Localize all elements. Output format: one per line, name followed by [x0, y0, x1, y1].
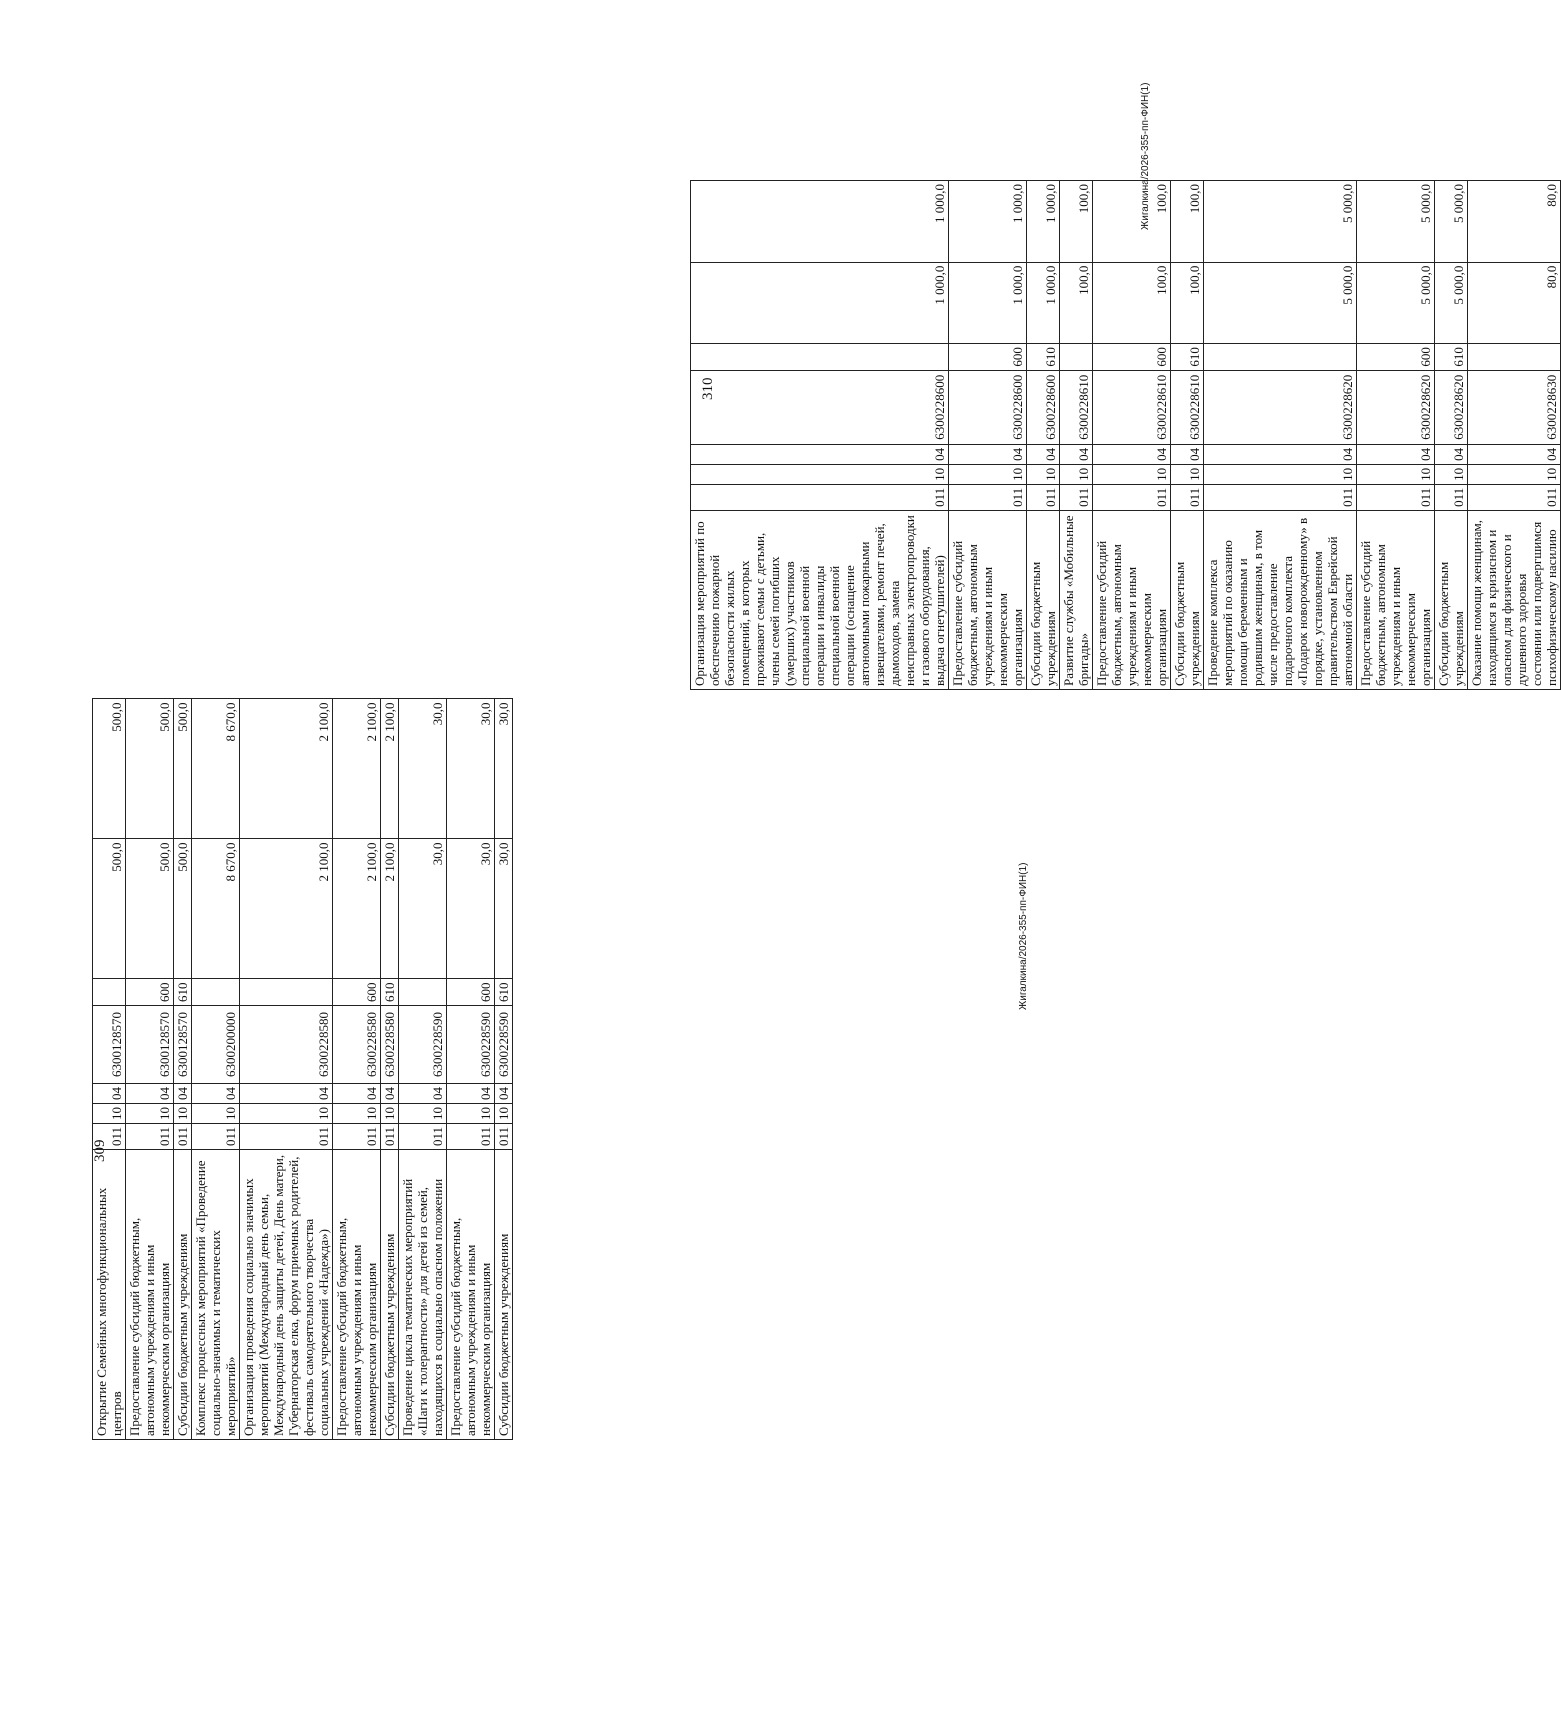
row-code-csr: 6300228610 [1171, 370, 1204, 444]
row-code-gr: 011 [1468, 484, 1561, 510]
page-number-309: 309 [92, 1139, 108, 1162]
row-code-csr: 6300228600 [949, 370, 1027, 444]
row-amount-2: 2 100,0 [381, 699, 399, 839]
row-amount-2: 30,0 [399, 699, 447, 839]
row-amount-1: 500,0 [174, 839, 192, 979]
table-row [333, 699, 381, 1440]
row-code-gr: 011 [1357, 484, 1435, 510]
row-code-gr: 011 [399, 1123, 447, 1149]
table-row [1204, 181, 1357, 690]
row-code-pr: 04 [1093, 444, 1171, 464]
row-code-pr: 04 [1357, 444, 1435, 464]
row-amount-1: 8 670,0 [192, 839, 240, 979]
row-amount-1: 100,0 [1060, 262, 1093, 344]
table-row [1435, 181, 1468, 690]
row-amount-2: 1 000,0 [1027, 181, 1060, 263]
row-code-vr [399, 979, 447, 1006]
row-amount-1: 2 100,0 [240, 839, 333, 979]
row-amount-1: 2 100,0 [333, 839, 381, 979]
row-code-gr: 011 [126, 1123, 174, 1149]
row-code-csr: 6300228600 [691, 370, 949, 444]
row-amount-2: 30,0 [447, 699, 495, 839]
row-amount-2: 500,0 [126, 699, 174, 839]
row-amount-2: 500,0 [174, 699, 192, 839]
table-row [93, 699, 126, 1440]
row-code-vr: 600 [1093, 344, 1171, 371]
row-code-gr: 011 [1060, 484, 1093, 510]
row-amount-1: 1 000,0 [949, 262, 1027, 344]
row-amount-1: 80,0 [1468, 262, 1561, 344]
footer-doc-id-309: Жигалкина/2026-355-пп-ФИН(1) [1018, 862, 1029, 1010]
row-code-pr: 04 [1060, 444, 1093, 464]
row-name: Организация проведения социально значимых мероприятий (Международный день семьи, Международный день защиты детей, День матери, Губернаторская елка, форум приемных родителей, фестиваль самодеятельного творчества социальных учреждений «Надежда») [240, 1150, 333, 1440]
table-row [1468, 181, 1561, 690]
row-code-pr: 04 [1435, 444, 1468, 464]
row-code-pr: 04 [1171, 444, 1204, 464]
row-code-csr: 6300228600 [1027, 370, 1060, 444]
row-code-gr: 011 [240, 1123, 333, 1149]
row-code-csr: 6300128570 [174, 1005, 192, 1083]
row-code-pr: 04 [174, 1083, 192, 1103]
row-amount-2: 100,0 [1093, 181, 1171, 263]
table-row [1171, 181, 1204, 690]
table-row [1027, 181, 1060, 690]
row-name: Развитие службы «Мобильные бригады» [1060, 510, 1093, 689]
row-code-rz: 10 [333, 1103, 381, 1123]
row-name: Субсидии бюджетным учреждениям [174, 1150, 192, 1440]
row-code-csr: 6300200000 [192, 1005, 240, 1083]
row-amount-2: 30,0 [495, 699, 513, 839]
row-code-vr: 600 [949, 344, 1027, 371]
row-code-vr: 610 [381, 979, 399, 1006]
row-name: Предоставление субсидий бюджетным, автономным учреждениям и иным некоммерческим организациям [949, 510, 1027, 689]
row-amount-1: 5 000,0 [1204, 262, 1357, 344]
row-code-rz: 10 [1468, 464, 1561, 484]
row-code-vr: 600 [333, 979, 381, 1006]
row-amount-1: 30,0 [399, 839, 447, 979]
table-row [1357, 181, 1435, 690]
row-code-rz: 10 [1171, 464, 1204, 484]
row-code-csr: 6300228590 [447, 1005, 495, 1083]
row-code-csr: 6300228580 [240, 1005, 333, 1083]
row-code-vr [93, 979, 126, 1006]
row-code-vr: 600 [1357, 344, 1435, 371]
row-amount-2: 1 000,0 [949, 181, 1027, 263]
row-code-csr: 6300228620 [1435, 370, 1468, 444]
row-code-rz: 10 [240, 1103, 333, 1123]
row-name: Проведение цикла тематических мероприятий «Шаги к толерантности» для детей из семей, находящихся в социально опасном положении [399, 1150, 447, 1440]
table-row [174, 699, 192, 1440]
budget-table-310 [690, 180, 1561, 690]
row-code-gr: 011 [1093, 484, 1171, 510]
row-amount-2: 80,0 [1468, 181, 1561, 263]
row-code-rz: 10 [1060, 464, 1093, 484]
row-code-rz: 10 [399, 1103, 447, 1123]
row-name: Субсидии бюджетным учреждениям [495, 1150, 513, 1440]
row-code-gr: 011 [93, 1123, 126, 1149]
row-code-vr: 610 [174, 979, 192, 1006]
table-row [691, 181, 949, 690]
row-code-rz: 10 [1357, 464, 1435, 484]
row-code-vr: 610 [1435, 344, 1468, 371]
row-amount-2: 5 000,0 [1357, 181, 1435, 263]
row-code-pr: 04 [949, 444, 1027, 464]
row-code-gr: 011 [447, 1123, 495, 1149]
row-name: Проведение комплекса мероприятий по оказанию помощи беременным и родившим женщинам, в том числе предоставление подарочного комплекта «Подарок новорожденному» в порядке, установленном правительством Еврейской автономной области [1204, 510, 1357, 689]
row-code-rz: 10 [949, 464, 1027, 484]
row-code-csr: 6300228590 [495, 1005, 513, 1083]
row-amount-2: 2 100,0 [333, 699, 381, 839]
row-code-pr: 04 [381, 1083, 399, 1103]
table-row [495, 699, 513, 1440]
row-name: Предоставление субсидий бюджетным, автономным учреждениям и иным некоммерческим организациям [1093, 510, 1171, 689]
row-name: Открытие Семейных многофункциональных центров [93, 1150, 126, 1440]
row-code-csr: 6300128570 [126, 1005, 174, 1083]
row-code-vr [240, 979, 333, 1006]
row-code-rz: 10 [447, 1103, 495, 1123]
row-code-pr: 04 [1468, 444, 1561, 464]
row-code-rz: 10 [1027, 464, 1060, 484]
row-amount-1: 5 000,0 [1435, 262, 1468, 344]
row-code-csr: 6300228610 [1060, 370, 1093, 444]
row-code-gr: 011 [333, 1123, 381, 1149]
row-amount-1: 500,0 [126, 839, 174, 979]
row-amount-2: 5 000,0 [1204, 181, 1357, 263]
row-name: Субсидии бюджетным учреждениям [381, 1150, 399, 1440]
row-code-rz: 10 [174, 1103, 192, 1123]
row-amount-2: 2 100,0 [240, 699, 333, 839]
row-amount-2: 8 670,0 [192, 699, 240, 839]
row-amount-1: 30,0 [447, 839, 495, 979]
row-amount-1: 5 000,0 [1357, 262, 1435, 344]
row-code-vr [1060, 344, 1093, 371]
row-code-csr: 6300228580 [333, 1005, 381, 1083]
row-amount-1: 100,0 [1093, 262, 1171, 344]
row-amount-2: 500,0 [93, 699, 126, 839]
row-code-rz: 10 [1093, 464, 1171, 484]
row-code-csr: 6300228620 [1357, 370, 1435, 444]
row-name: Организация мероприятий по обеспечению пожарной безопасности жилых помещений, в которых проживают семьи с детьми, члены семей погибших (умерших) участников специальной военной операции и инвалиды специальной военной операции (оснащение автономными пожарными извещателями, ремонт печей, дымоходов, замена неисправных электропроводки и газового оборудования, выдача огнетушителей) [691, 510, 949, 689]
table-row [949, 181, 1027, 690]
row-amount-2: 5 000,0 [1435, 181, 1468, 263]
row-amount-1: 100,0 [1171, 262, 1204, 344]
row-code-gr: 011 [1435, 484, 1468, 510]
row-amount-2: 100,0 [1060, 181, 1093, 263]
row-name: Предоставление субсидий бюджетным, автономным учреждениям и иным некоммерческим организациям [1357, 510, 1435, 689]
table-row [192, 699, 240, 1440]
row-amount-1: 500,0 [93, 839, 126, 979]
row-code-pr: 04 [126, 1083, 174, 1103]
row-code-vr [691, 344, 949, 371]
row-code-gr: 011 [174, 1123, 192, 1149]
row-code-csr: 6300228610 [1093, 370, 1171, 444]
table-row [126, 699, 174, 1440]
row-code-gr: 011 [381, 1123, 399, 1149]
row-name: Предоставление субсидий бюджетным, автономным учреждениям и иным некоммерческим организациям [333, 1150, 381, 1440]
row-code-gr: 011 [1171, 484, 1204, 510]
table-row [447, 699, 495, 1440]
row-code-pr: 04 [240, 1083, 333, 1103]
row-code-vr: 600 [126, 979, 174, 1006]
row-code-rz: 10 [1435, 464, 1468, 484]
row-code-gr: 011 [1204, 484, 1357, 510]
row-code-rz: 10 [691, 464, 949, 484]
budget-table-309 [92, 698, 513, 1440]
row-code-pr: 04 [192, 1083, 240, 1103]
row-code-gr: 011 [495, 1123, 513, 1149]
row-code-vr: 610 [1027, 344, 1060, 371]
row-amount-2: 100,0 [1171, 181, 1204, 263]
table-row [399, 699, 447, 1440]
row-code-pr: 04 [1204, 444, 1357, 464]
row-code-pr: 04 [447, 1083, 495, 1103]
row-amount-1: 2 100,0 [381, 839, 399, 979]
row-name: Оказание помощи женщинам, находящимся в кризисном и опасном для физического и душевного здоровья состоянии или подвергшимся психофизическому насилию [1468, 510, 1561, 689]
row-code-pr: 04 [495, 1083, 513, 1103]
row-code-rz: 10 [93, 1103, 126, 1123]
row-code-csr: 6300228590 [399, 1005, 447, 1083]
row-name: Субсидии бюджетным учреждениям [1435, 510, 1468, 689]
row-code-vr: 610 [1171, 344, 1204, 371]
row-name: Субсидии бюджетным учреждениям [1027, 510, 1060, 689]
row-code-rz: 10 [495, 1103, 513, 1123]
page-number-310: 310 [700, 377, 716, 400]
row-name: Комплекс процессных мероприятий «Проведение социально-значимых и тематических мероприятий» [192, 1150, 240, 1440]
row-code-pr: 04 [1027, 444, 1060, 464]
row-code-rz: 10 [381, 1103, 399, 1123]
row-code-vr: 610 [495, 979, 513, 1006]
row-name: Предоставление субсидий бюджетным, автономным учреждениям и иным некоммерческим организациям [126, 1150, 174, 1440]
footer-doc-id-310: Жигалкина/2026-355-пп-ФИН(1) [1140, 82, 1151, 230]
row-code-pr: 04 [691, 444, 949, 464]
row-name: Предоставление субсидий бюджетным, автономным учреждениям и иным некоммерческим организациям [447, 1150, 495, 1440]
row-code-gr: 011 [192, 1123, 240, 1149]
row-code-pr: 04 [333, 1083, 381, 1103]
row-amount-1: 1 000,0 [1027, 262, 1060, 344]
row-code-rz: 10 [192, 1103, 240, 1123]
row-code-vr [1204, 344, 1357, 371]
table-row [1093, 181, 1171, 690]
row-code-vr [1468, 344, 1561, 371]
row-code-gr: 011 [949, 484, 1027, 510]
table-row [240, 699, 333, 1440]
row-code-rz: 10 [126, 1103, 174, 1123]
row-code-csr: 6300228620 [1204, 370, 1357, 444]
row-code-gr: 011 [1027, 484, 1060, 510]
row-code-pr: 04 [93, 1083, 126, 1103]
row-code-gr: 011 [691, 484, 949, 510]
row-code-csr: 6300228580 [381, 1005, 399, 1083]
row-code-csr: 6300228630 [1468, 370, 1561, 444]
row-amount-1: 1 000,0 [691, 262, 949, 344]
row-code-vr [192, 979, 240, 1006]
row-name: Субсидии бюджетным учреждениям [1171, 510, 1204, 689]
row-code-csr: 6300128570 [93, 1005, 126, 1083]
table-row [1060, 181, 1093, 690]
row-code-pr: 04 [399, 1083, 447, 1103]
row-amount-1: 30,0 [495, 839, 513, 979]
row-amount-2: 1 000,0 [691, 181, 949, 263]
row-code-vr: 600 [447, 979, 495, 1006]
table-row [381, 699, 399, 1440]
row-code-rz: 10 [1204, 464, 1357, 484]
